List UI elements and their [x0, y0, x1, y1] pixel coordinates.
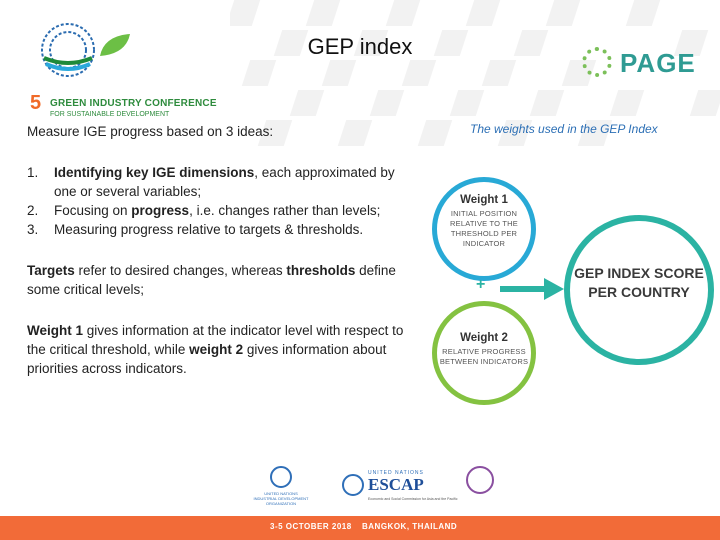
weight2-title: Weight 2	[460, 332, 508, 344]
para-text: refer to desired changes, whereas	[74, 263, 287, 278]
plus-sign: +	[476, 276, 486, 293]
idea-text: , i.e. changes rather than levels;	[189, 203, 381, 218]
pattern-square	[306, 0, 340, 26]
pattern-square	[626, 0, 660, 26]
un-emblem-icon	[342, 474, 364, 496]
idea-item	[27, 163, 417, 201]
page-ring-icon	[582, 47, 612, 77]
escap-subtitle: Economic and Social Commission for Asia and the Pacific	[368, 497, 458, 501]
intro-text: Measure IGE progress based on 3 ideas:	[27, 124, 274, 139]
escap-un-label: UNITED NATIONS	[368, 470, 424, 476]
pattern-square	[546, 0, 580, 26]
diagram-caption: The weights used in the GEP Index	[470, 122, 658, 136]
text-column	[27, 122, 417, 378]
escap-logo	[342, 470, 458, 506]
pattern-square	[610, 90, 644, 116]
footer-location: BANGKOK, THAILAND	[362, 522, 458, 531]
para-text: gives information about priorities across indicators.	[27, 342, 387, 376]
pattern-square	[466, 0, 500, 26]
conference-number: 5	[30, 92, 42, 114]
result-circle	[564, 215, 714, 365]
seal-icon	[466, 466, 494, 494]
unido-logo	[252, 466, 310, 508]
bold-term: thresholds	[286, 263, 356, 278]
para-text: define some critical levels;	[27, 263, 396, 297]
conference-subtitle: FOR SUSTAINABLE DEVELOPMENT	[50, 111, 170, 118]
weight1-circle	[432, 177, 536, 281]
un-emblem-icon	[270, 466, 292, 488]
bold-term: Targets	[27, 263, 75, 278]
pattern-square	[290, 90, 324, 116]
pattern-square	[482, 60, 516, 86]
bold-term: weight 2	[189, 342, 244, 357]
bold-term: Weight 1	[27, 323, 84, 338]
weight2-circle	[432, 301, 536, 405]
page-title: GEP index	[307, 34, 413, 59]
pattern-square	[370, 90, 404, 116]
weight1-title: Weight 1	[460, 194, 508, 206]
pattern-square	[322, 60, 356, 86]
weights-paragraph	[27, 321, 417, 378]
idea-item	[27, 220, 417, 239]
pattern-square	[418, 120, 452, 146]
targets-paragraph	[27, 261, 417, 299]
pattern-square	[402, 60, 436, 86]
idea-item	[27, 201, 417, 220]
conference-name: GREEN INDUSTRY CONFERENCE	[50, 98, 217, 109]
footer-dates: 3-5 OCTOBER 2018	[270, 522, 352, 531]
pattern-square	[242, 60, 276, 86]
weight2-description: RELATIVE PROGRESS BETWEEN INDICATORS	[439, 347, 529, 366]
weight1-description: INITIAL POSITION RELATIVE TO THE THRESHOLD PER INDICATOR	[450, 209, 518, 248]
escap-wordmark: ESCAP	[368, 475, 424, 494]
pattern-square	[690, 90, 720, 116]
footer-bar	[0, 516, 720, 540]
idea-number: 2.	[27, 203, 39, 218]
idea-bold: Identifying key IGE dimensions	[54, 165, 255, 180]
pattern-square	[386, 0, 420, 26]
pattern-square	[530, 90, 564, 116]
arrow-right-icon	[500, 276, 564, 302]
page-logo	[582, 45, 702, 85]
conference-logo	[30, 18, 220, 118]
unido-label: UNITED NATIONS INDUSTRIAL DEVELOPMENT ORGANIZATION	[253, 491, 309, 506]
idea-number: 3.	[27, 222, 39, 237]
idea-text: Focusing on	[54, 203, 132, 218]
page-logo-text: PAGE	[620, 48, 696, 78]
result-text: GEP INDEX SCORE PER COUNTRY	[574, 265, 704, 300]
idea-number: 1.	[27, 165, 39, 180]
idea-text: , each approximated by one or several variables;	[54, 165, 395, 199]
idea-text: Measuring progress relative to targets & thresholds.	[54, 222, 364, 237]
para-text: gives information at the indicator level with respect to the critical threshold, while	[27, 323, 404, 357]
partner-logos	[0, 462, 720, 510]
pattern-square	[450, 90, 484, 116]
thai-ministry-logo	[462, 466, 498, 504]
idea-bold: progress	[131, 203, 190, 218]
pattern-square	[230, 0, 260, 26]
